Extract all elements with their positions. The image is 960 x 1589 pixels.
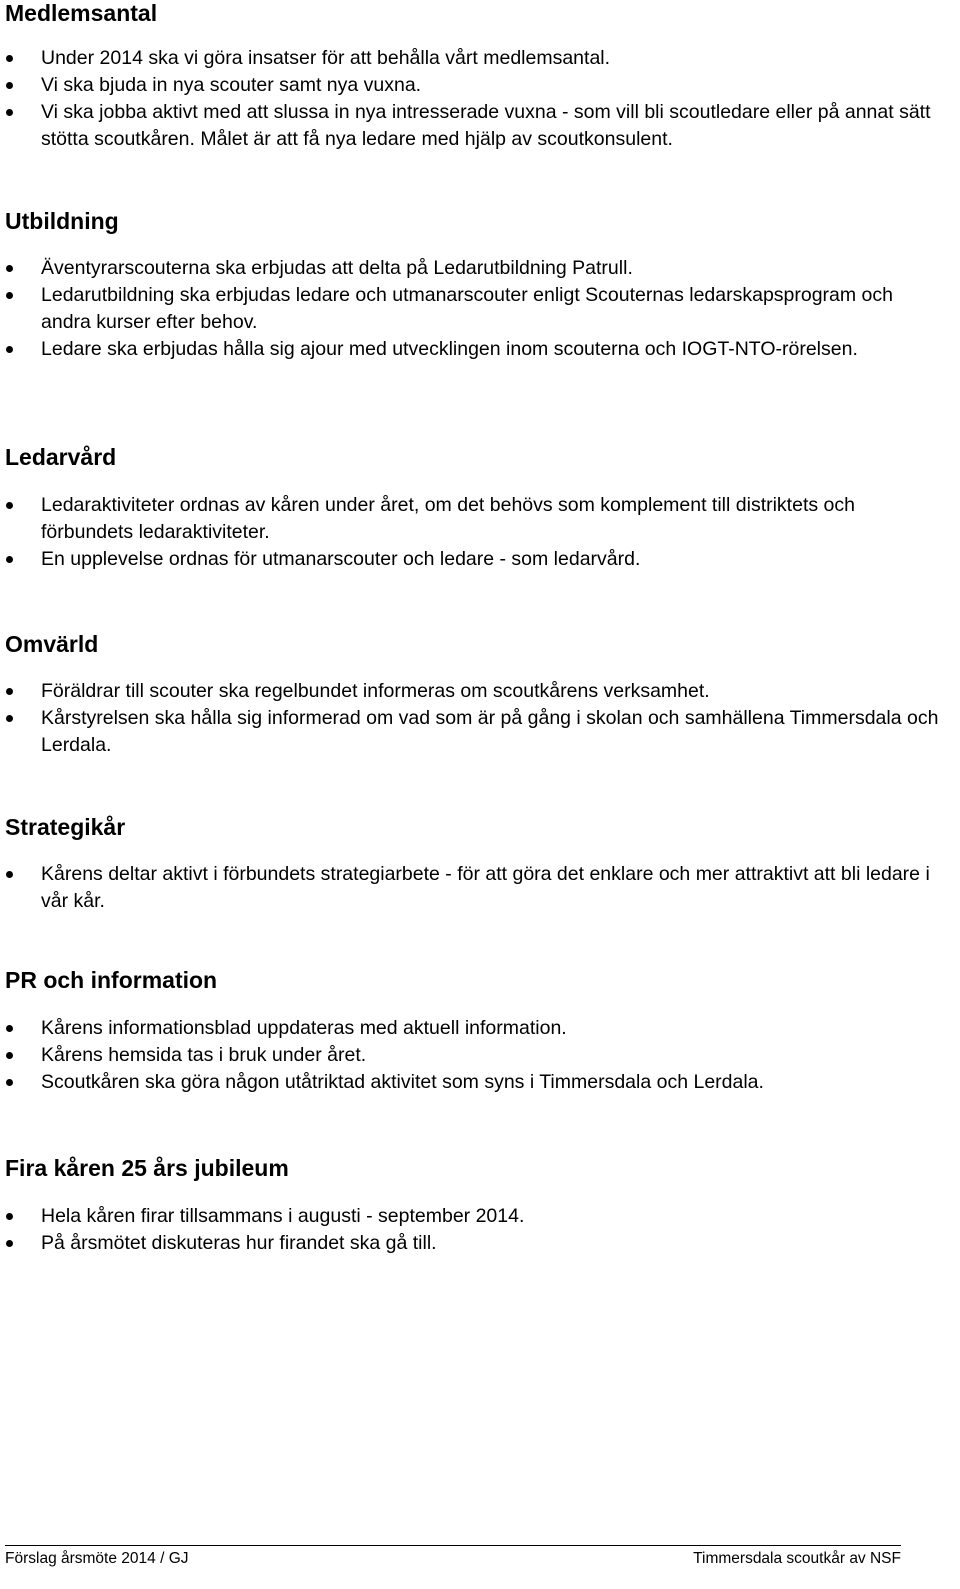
list-item [5, 1230, 945, 1257]
list-item-text: Kårens hemsida tas i bruk under året. [41, 1044, 367, 1066]
list-item [5, 336, 945, 363]
list-item-text: Ledare ska erbjudas hålla sig ajour med utvecklingen inom scouterna och IOGT-NTO-rörelsen. [41, 338, 858, 360]
footer-right-text: Timmersdala scoutkår av NSF [693, 1550, 901, 1567]
list-item [5, 1203, 945, 1230]
section-strategikar [5, 814, 955, 912]
section-heading: Fira kåren 25 års jubileum [5, 1155, 289, 1181]
bullet-list [5, 861, 955, 915]
list-item-text: Under 2014 ska vi göra insatser för att behålla vårt medlemsantal. [41, 47, 611, 69]
page-footer [5, 1545, 901, 1576]
section-pr-och-information [5, 967, 955, 1093]
bullet-icon [6, 109, 13, 116]
list-item-text: Hela kåren firar tillsammans i augusti - september 2014. [41, 1205, 525, 1227]
bullet-icon [6, 1052, 13, 1059]
bullet-list [5, 1015, 955, 1096]
list-item-text: Ledarutbildning ska erbjudas ledare och utmanarscouter enligt Scouternas ledarskapsprogram och andra kurser efter behov. [41, 284, 894, 333]
section-heading: Strategikår [5, 814, 126, 840]
list-item-text: Kårens informationsblad uppdateras med aktuell information. [41, 1017, 567, 1039]
list-item [5, 1069, 945, 1096]
list-item [5, 1042, 945, 1069]
bullet-icon [6, 502, 13, 509]
bullet-icon [6, 1213, 13, 1220]
bullet-icon [6, 346, 13, 353]
list-item-text: Kårstyrelsen ska hålla sig informerad om vad som är på gång i skolan och samhällena Timmersdala och Lerdala. [41, 707, 939, 756]
list-item [5, 282, 945, 336]
bullet-list [5, 45, 955, 153]
section-ledarvard [5, 444, 955, 570]
bullet-icon [6, 292, 13, 299]
bullet-list [5, 492, 955, 573]
section-heading: Omvärld [5, 631, 99, 657]
list-item [5, 1015, 945, 1042]
list-item-text: Scoutkåren ska göra någon utåtriktad aktivitet som syns i Timmersdala och Lerdala. [41, 1071, 764, 1093]
section-heading: PR och information [5, 967, 218, 993]
list-item [5, 678, 945, 705]
list-item-text: Vi ska jobba aktivt med att slussa in nya intresserade vuxna - som vill bli scoutledare eller på annat sätt stötta scoutkåren. Målet är att få nya ledare med hjälp av scoutkonsulent. [41, 101, 931, 150]
bullet-icon [6, 82, 13, 89]
bullet-icon [6, 265, 13, 272]
list-item [5, 45, 945, 72]
list-item-text: Föräldrar till scouter ska regelbundet informeras om scoutkårens verksamhet. [41, 680, 710, 702]
bullet-icon [6, 1079, 13, 1086]
list-item-text: Äventyrarscouterna ska erbjudas att delta på Ledarutbildning Patrull. [41, 257, 633, 279]
list-item-text: På årsmötet diskuteras hur firandet ska gå till. [41, 1232, 437, 1254]
list-item [5, 492, 945, 546]
section-medlemsantal [5, 0, 955, 150]
bullet-icon [6, 55, 13, 62]
section-heading: Medlemsantal [5, 0, 158, 26]
bullet-icon [6, 871, 13, 878]
section-heading: Utbildning [5, 208, 119, 234]
bullet-list [5, 678, 955, 759]
list-item [5, 255, 945, 282]
bullet-icon [6, 688, 13, 695]
bullet-icon [6, 1240, 13, 1247]
list-item-text: Kårens deltar aktivt i förbundets strategiarbete - för att göra det enklare och mer attraktivt att bli ledare i vår kår. [41, 863, 930, 912]
list-item-text: Ledaraktiviteter ordnas av kåren under året, om det behövs som komplement till distriktets och förbundets ledaraktiviteter. [41, 494, 855, 543]
bullet-icon [6, 715, 13, 722]
bullet-list [5, 1203, 955, 1257]
section-jubileum [5, 1155, 955, 1254]
list-item [5, 72, 945, 99]
list-item [5, 546, 945, 573]
section-omvarld [5, 631, 955, 756]
bullet-icon [6, 556, 13, 563]
list-item [5, 861, 945, 915]
list-item [5, 99, 945, 153]
footer-left-text: Förslag årsmöte 2014 / GJ [5, 1550, 189, 1567]
bullet-icon [6, 1025, 13, 1032]
bullet-list [5, 255, 955, 363]
list-item-text: En upplevelse ordnas för utmanarscouter och ledare - som ledarvård. [41, 548, 641, 570]
list-item [5, 705, 945, 759]
list-item-text: Vi ska bjuda in nya scouter samt nya vuxna. [41, 74, 422, 96]
section-utbildning [5, 208, 955, 360]
section-heading: Ledarvård [5, 444, 117, 470]
